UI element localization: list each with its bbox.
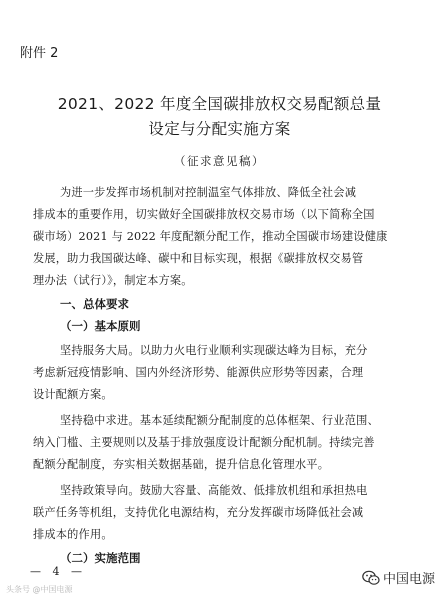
principle1-line: 设计配额方案。 [33, 388, 113, 401]
document-title-line1: 2021、2022 年度全国碳排放权交易配额总量 [57, 95, 382, 113]
section-heading-overall-requirements: 一、总体要求 [60, 297, 129, 311]
subsection-heading-scope: （二）实施范围 [60, 551, 141, 565]
wechat-logo-icon [362, 570, 380, 586]
principle1-line: 坚持服务大局。以助力火电行业顺利实现碳达峰为目标，充分 [60, 344, 368, 357]
watermark-toutiao: 头条号 @中国电源 [6, 585, 73, 594]
intro-line: 排成本的重要作用，切实做好全国碳排放权交易市场（以下简称全国 [33, 208, 375, 221]
principle2-line: 配额分配制度，夯实相关数据基础，提升信息化管理水平。 [33, 458, 330, 471]
principle3-line: 坚持政策导向。鼓励大容量、高能效、低排放机组和承担热电 [60, 484, 368, 497]
subsection-heading-basic-principles: （一）基本原则 [60, 319, 141, 333]
principle1-line: 考虑新冠疫情影响、国内外经济形势、能源供应形势等因素，合理 [33, 366, 364, 379]
principle3-line: 排成本的作用。 [33, 528, 113, 541]
watermark-wechat [362, 568, 435, 587]
intro-line: 为进一步发挥市场机制对控制温室气体排放、降低全社会减 [60, 186, 357, 199]
intro-line: 理办法（试行）》，制定本方案。 [33, 274, 193, 287]
principle3-line: 联产任务等机组，支持优化电源结构，充分发挥碳市场降低社会减 [33, 506, 364, 519]
document-title-line2: 设定与分配实施方案 [148, 120, 291, 138]
intro-line: 发展，助力我国碳达峰、碳中和目标实现，根据《碳排放权交易管 [33, 252, 364, 265]
principle2-line: 纳入门槛、主要规则以及基于排放强度设计配额分配机制。持续完善 [33, 436, 375, 449]
attachment-label: 附件 2 [20, 46, 59, 61]
draft-subtitle: （征求意见稿） [174, 154, 265, 168]
principle2-line: 坚持稳中求进。基本延续配额分配制度的总体框架、行业范围、 [60, 414, 379, 427]
page-number: — 4 — [30, 565, 86, 578]
intro-line: 碳市场）2021 与 2022 年度配额分配工作，推动全国碳市场建设健康 [33, 230, 388, 243]
watermark-wechat-label: 中国电源 [383, 572, 436, 587]
